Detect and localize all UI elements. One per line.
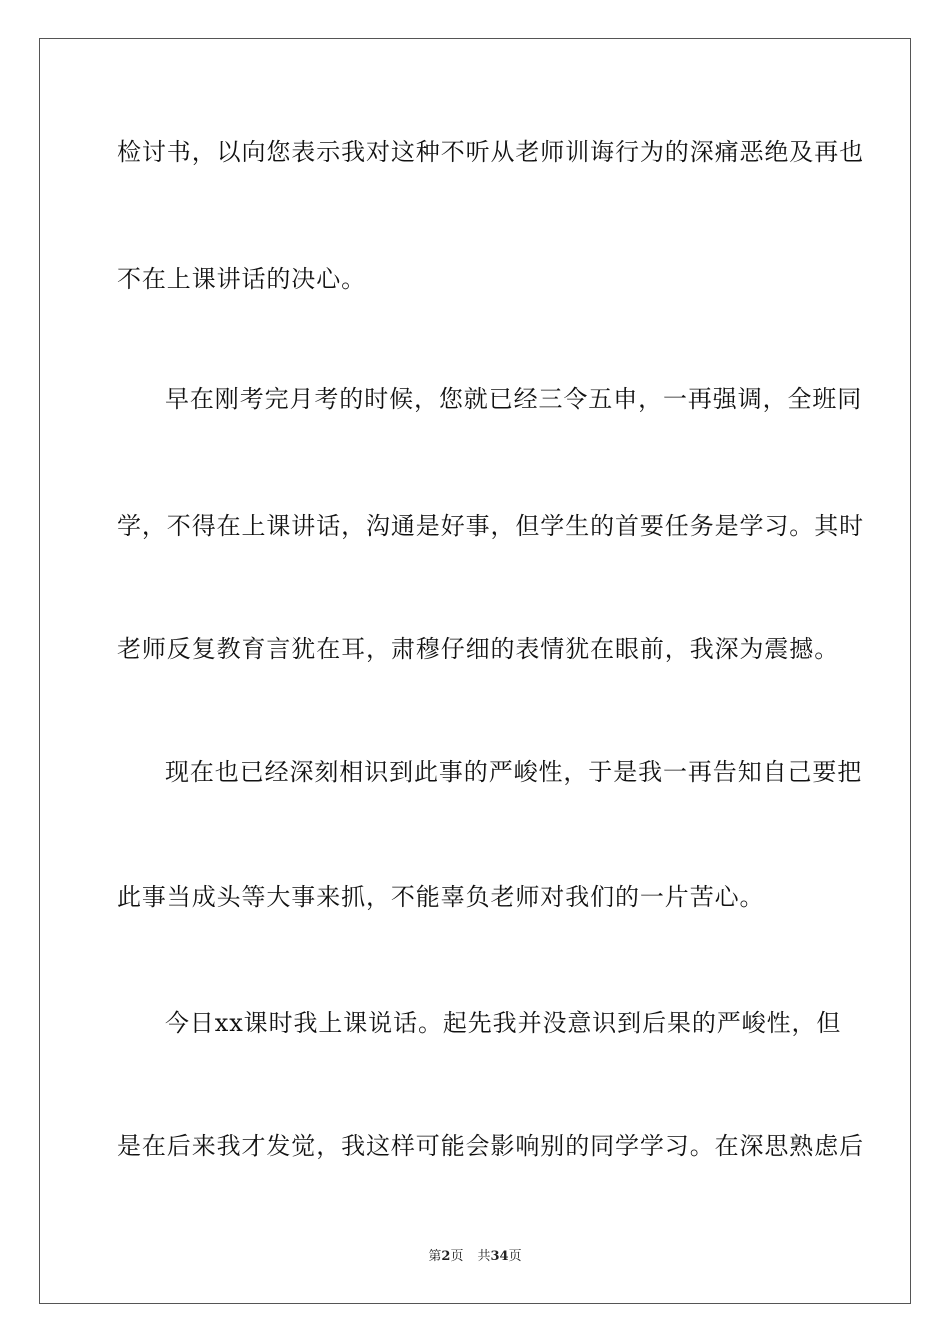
footer-page-suffix: 页 bbox=[450, 1249, 464, 1264]
body-line-7: 此事当成头等大事来抓，不能辜负老师对我们的一片苦心。 bbox=[117, 883, 765, 911]
footer-total-prefix: 共 bbox=[477, 1249, 491, 1264]
body-line-5: 老师反复教育言犹在耳，肃穆仔细的表情犹在眼前，我深为震撼。 bbox=[117, 635, 840, 663]
page-border bbox=[39, 38, 911, 1304]
body-line-8: 今日xx课时我上课说话。起先我并没意识到后果的严峻性，但 bbox=[165, 1009, 842, 1037]
footer-total-pages: 34 bbox=[490, 1249, 509, 1264]
body-line-9: 是在后来我才发觉，我这样可能会影响别的同学学习。在深思熟虑后 bbox=[117, 1132, 864, 1160]
body-line-3: 早在刚考完月考的时候，您就已经三令五申，一再强调，全班同 bbox=[165, 385, 863, 413]
footer-page-number: 2 bbox=[441, 1249, 451, 1264]
body-line-2: 不在上课讲话的决心。 bbox=[117, 265, 366, 293]
body-line-6: 现在也已经深刻相识到此事的严峻性，于是我一再告知自己要把 bbox=[165, 758, 863, 786]
footer-total-suffix: 页 bbox=[508, 1249, 522, 1264]
page-footer bbox=[0, 1248, 950, 1266]
footer-page-prefix: 第 bbox=[428, 1249, 442, 1264]
body-line-4: 学，不得在上课讲话，沟通是好事，但学生的首要任务是学习。其时 bbox=[117, 512, 864, 540]
body-line-1: 检讨书，以向您表示我对这种不听从老师训诲行为的深痛恶绝及再也 bbox=[117, 138, 864, 166]
